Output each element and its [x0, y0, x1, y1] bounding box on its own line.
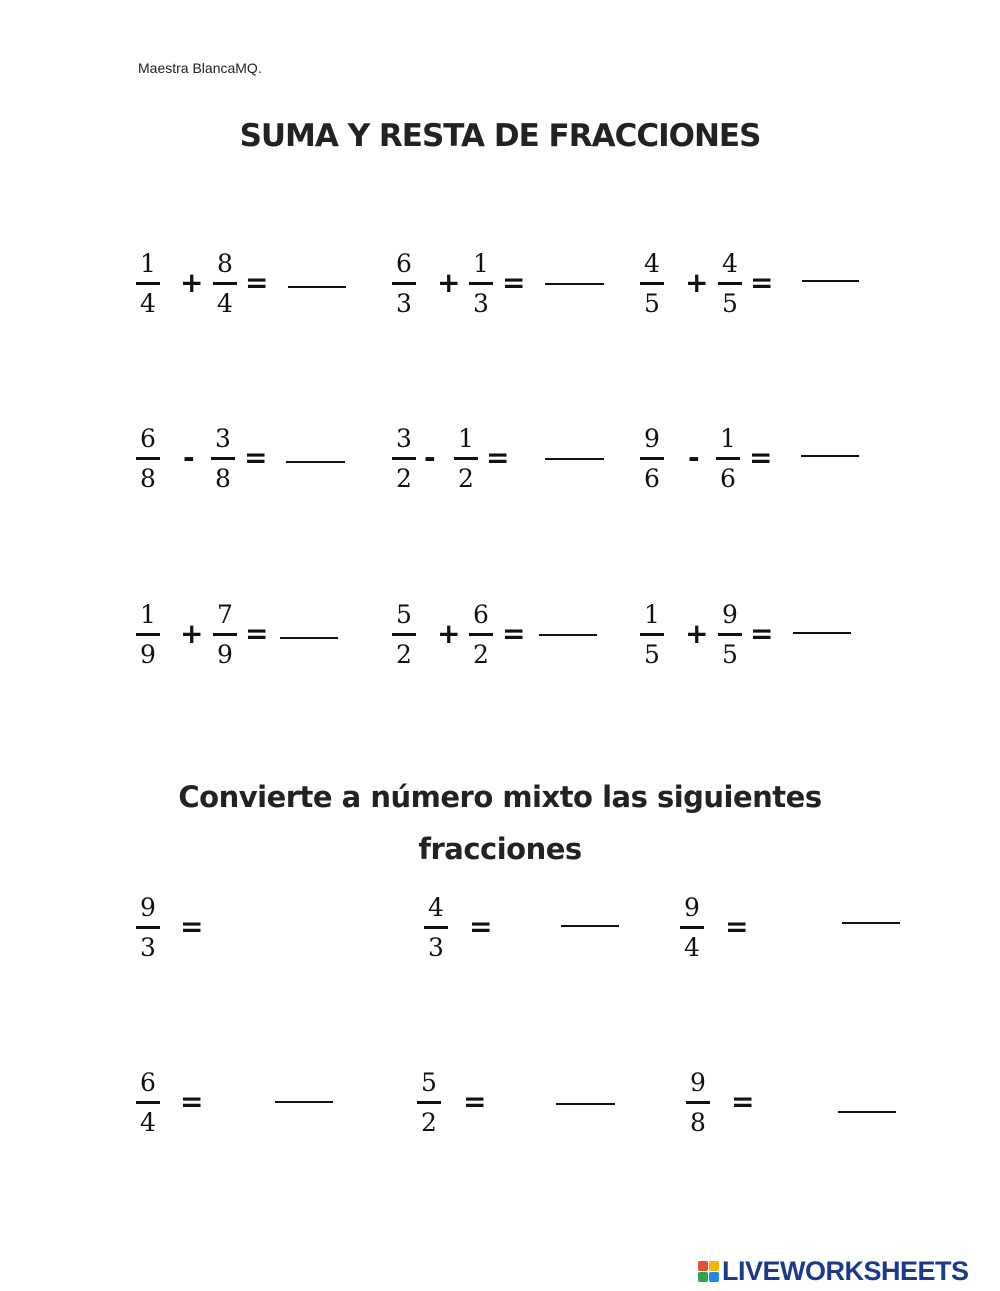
- numerator: 1: [720, 424, 736, 453]
- denominator: 8: [215, 464, 231, 493]
- author-label: Maestra BlancaMQ.: [138, 60, 262, 76]
- numerator: 6: [473, 600, 489, 629]
- answer-blank[interactable]: [838, 1111, 896, 1113]
- answer-blank[interactable]: [545, 283, 604, 285]
- numerator: 1: [458, 424, 474, 453]
- fraction: [213, 249, 237, 319]
- operator: +: [437, 617, 461, 650]
- numerator: 5: [396, 600, 412, 629]
- numerator: 6: [140, 424, 156, 453]
- equals-sign: =: [502, 617, 526, 650]
- fraction: [392, 600, 416, 670]
- denominator: 3: [140, 933, 156, 962]
- fraction-bar: [469, 633, 493, 636]
- numerator: 7: [217, 600, 233, 629]
- denominator: 5: [722, 289, 738, 318]
- answer-blank[interactable]: [801, 455, 859, 457]
- numerator: 4: [428, 893, 444, 922]
- fraction-bar: [392, 633, 416, 636]
- denominator: 2: [458, 464, 474, 493]
- fraction: [469, 600, 493, 670]
- section-title-continued: fracciones: [418, 832, 582, 866]
- equals-sign: =: [245, 617, 269, 650]
- equals-sign: =: [731, 1085, 755, 1118]
- numerator: 1: [473, 249, 489, 278]
- section-title: Convierte a número mixto las siguientes: [178, 780, 822, 814]
- fraction: [136, 893, 160, 963]
- fraction-bar: [213, 633, 237, 636]
- numerator: 9: [722, 600, 738, 629]
- numerator: 3: [396, 424, 412, 453]
- fraction-bar: [392, 282, 416, 285]
- fraction-bar: [680, 926, 704, 929]
- numerator: 4: [644, 249, 660, 278]
- equals-sign: =: [469, 910, 493, 943]
- answer-blank[interactable]: [842, 922, 900, 924]
- equals-sign: =: [245, 266, 269, 299]
- equals-sign: =: [750, 617, 774, 650]
- denominator: 2: [421, 1108, 437, 1137]
- fraction: [454, 424, 478, 494]
- numerator: 5: [421, 1068, 437, 1097]
- operator: -: [688, 441, 700, 474]
- equals-sign: =: [463, 1085, 487, 1118]
- operator: -: [424, 441, 436, 474]
- answer-blank[interactable]: [280, 637, 338, 639]
- denominator: 4: [684, 933, 700, 962]
- numerator: 8: [217, 249, 233, 278]
- denominator: 9: [217, 640, 233, 669]
- equals-sign: =: [749, 441, 773, 474]
- fraction-bar: [136, 457, 160, 460]
- numerator: 1: [140, 249, 156, 278]
- fraction-bar: [640, 457, 664, 460]
- denominator: 2: [396, 464, 412, 493]
- fraction: [686, 1068, 710, 1138]
- equals-sign: =: [725, 910, 749, 943]
- numerator: 9: [140, 893, 156, 922]
- fraction: [136, 600, 160, 670]
- denominator: 3: [473, 289, 489, 318]
- fraction-bar: [136, 1101, 160, 1104]
- fraction: [469, 249, 493, 319]
- fraction-bar: [136, 282, 160, 285]
- denominator: 5: [722, 640, 738, 669]
- denominator: 2: [473, 640, 489, 669]
- answer-blank[interactable]: [793, 632, 851, 634]
- fraction: [640, 600, 664, 670]
- numerator: 9: [690, 1068, 706, 1097]
- fraction-bar: [454, 457, 478, 460]
- denominator: 9: [140, 640, 156, 669]
- answer-blank[interactable]: [545, 458, 604, 460]
- fraction-bar: [640, 282, 664, 285]
- numerator: 9: [644, 424, 660, 453]
- fraction: [136, 424, 160, 494]
- fraction-bar: [718, 282, 742, 285]
- fraction: [136, 1068, 160, 1138]
- answer-blank[interactable]: [286, 461, 345, 463]
- fraction-bar: [213, 282, 237, 285]
- numerator: 1: [140, 600, 156, 629]
- numerator: 6: [396, 249, 412, 278]
- fraction-bar: [469, 282, 493, 285]
- denominator: 3: [396, 289, 412, 318]
- operator: +: [180, 266, 204, 299]
- fraction: [136, 249, 160, 319]
- equals-sign: =: [180, 910, 204, 943]
- denominator: 6: [644, 464, 660, 493]
- fraction: [392, 424, 416, 494]
- denominator: 5: [644, 640, 660, 669]
- denominator: 4: [217, 289, 233, 318]
- operator: -: [183, 441, 195, 474]
- fraction: [718, 249, 742, 319]
- fraction-bar: [424, 926, 448, 929]
- denominator: 6: [720, 464, 736, 493]
- logo-text: LIVEWORKSHEETS: [722, 1255, 969, 1286]
- fraction: [392, 249, 416, 319]
- fraction: [718, 600, 742, 670]
- equals-sign: =: [750, 266, 774, 299]
- liveworksheets-logo[interactable]: [698, 1256, 969, 1286]
- fraction-bar: [211, 457, 235, 460]
- answer-blank[interactable]: [802, 280, 859, 282]
- fraction: [716, 424, 740, 494]
- numerator: 1: [644, 600, 660, 629]
- fraction-bar: [640, 633, 664, 636]
- fraction-bar: [136, 926, 160, 929]
- answer-blank[interactable]: [288, 286, 346, 288]
- fraction: [640, 249, 664, 319]
- denominator: 3: [428, 933, 444, 962]
- answer-blank[interactable]: [539, 634, 597, 636]
- numerator: 6: [140, 1068, 156, 1097]
- denominator: 2: [396, 640, 412, 669]
- denominator: 5: [644, 289, 660, 318]
- denominator: 4: [140, 289, 156, 318]
- page-title: SUMA Y RESTA DE FRACCIONES: [239, 118, 761, 154]
- numerator: 9: [684, 893, 700, 922]
- answer-blank[interactable]: [561, 925, 619, 927]
- equals-sign: =: [502, 266, 526, 299]
- fraction-bar: [417, 1101, 441, 1104]
- fraction-bar: [136, 633, 160, 636]
- fraction-bar: [686, 1101, 710, 1104]
- fraction: [424, 893, 448, 963]
- liveworksheets-logo-icon: [698, 1261, 719, 1282]
- numerator: 3: [215, 424, 231, 453]
- fraction: [211, 424, 235, 494]
- denominator: 8: [140, 464, 156, 493]
- fraction: [680, 893, 704, 963]
- numerator: 4: [722, 249, 738, 278]
- equals-sign: =: [486, 441, 510, 474]
- operator: +: [180, 617, 204, 650]
- fraction-bar: [392, 457, 416, 460]
- equals-sign: =: [244, 441, 268, 474]
- answer-blank[interactable]: [275, 1101, 333, 1103]
- fraction: [417, 1068, 441, 1138]
- fraction-bar: [716, 457, 740, 460]
- denominator: 8: [690, 1108, 706, 1137]
- fraction-bar: [718, 633, 742, 636]
- operator: +: [685, 617, 709, 650]
- operator: +: [685, 266, 709, 299]
- equals-sign: =: [180, 1085, 204, 1118]
- fraction: [640, 424, 664, 494]
- fraction: [213, 600, 237, 670]
- answer-blank[interactable]: [556, 1103, 615, 1105]
- denominator: 4: [140, 1108, 156, 1137]
- operator: +: [437, 266, 461, 299]
